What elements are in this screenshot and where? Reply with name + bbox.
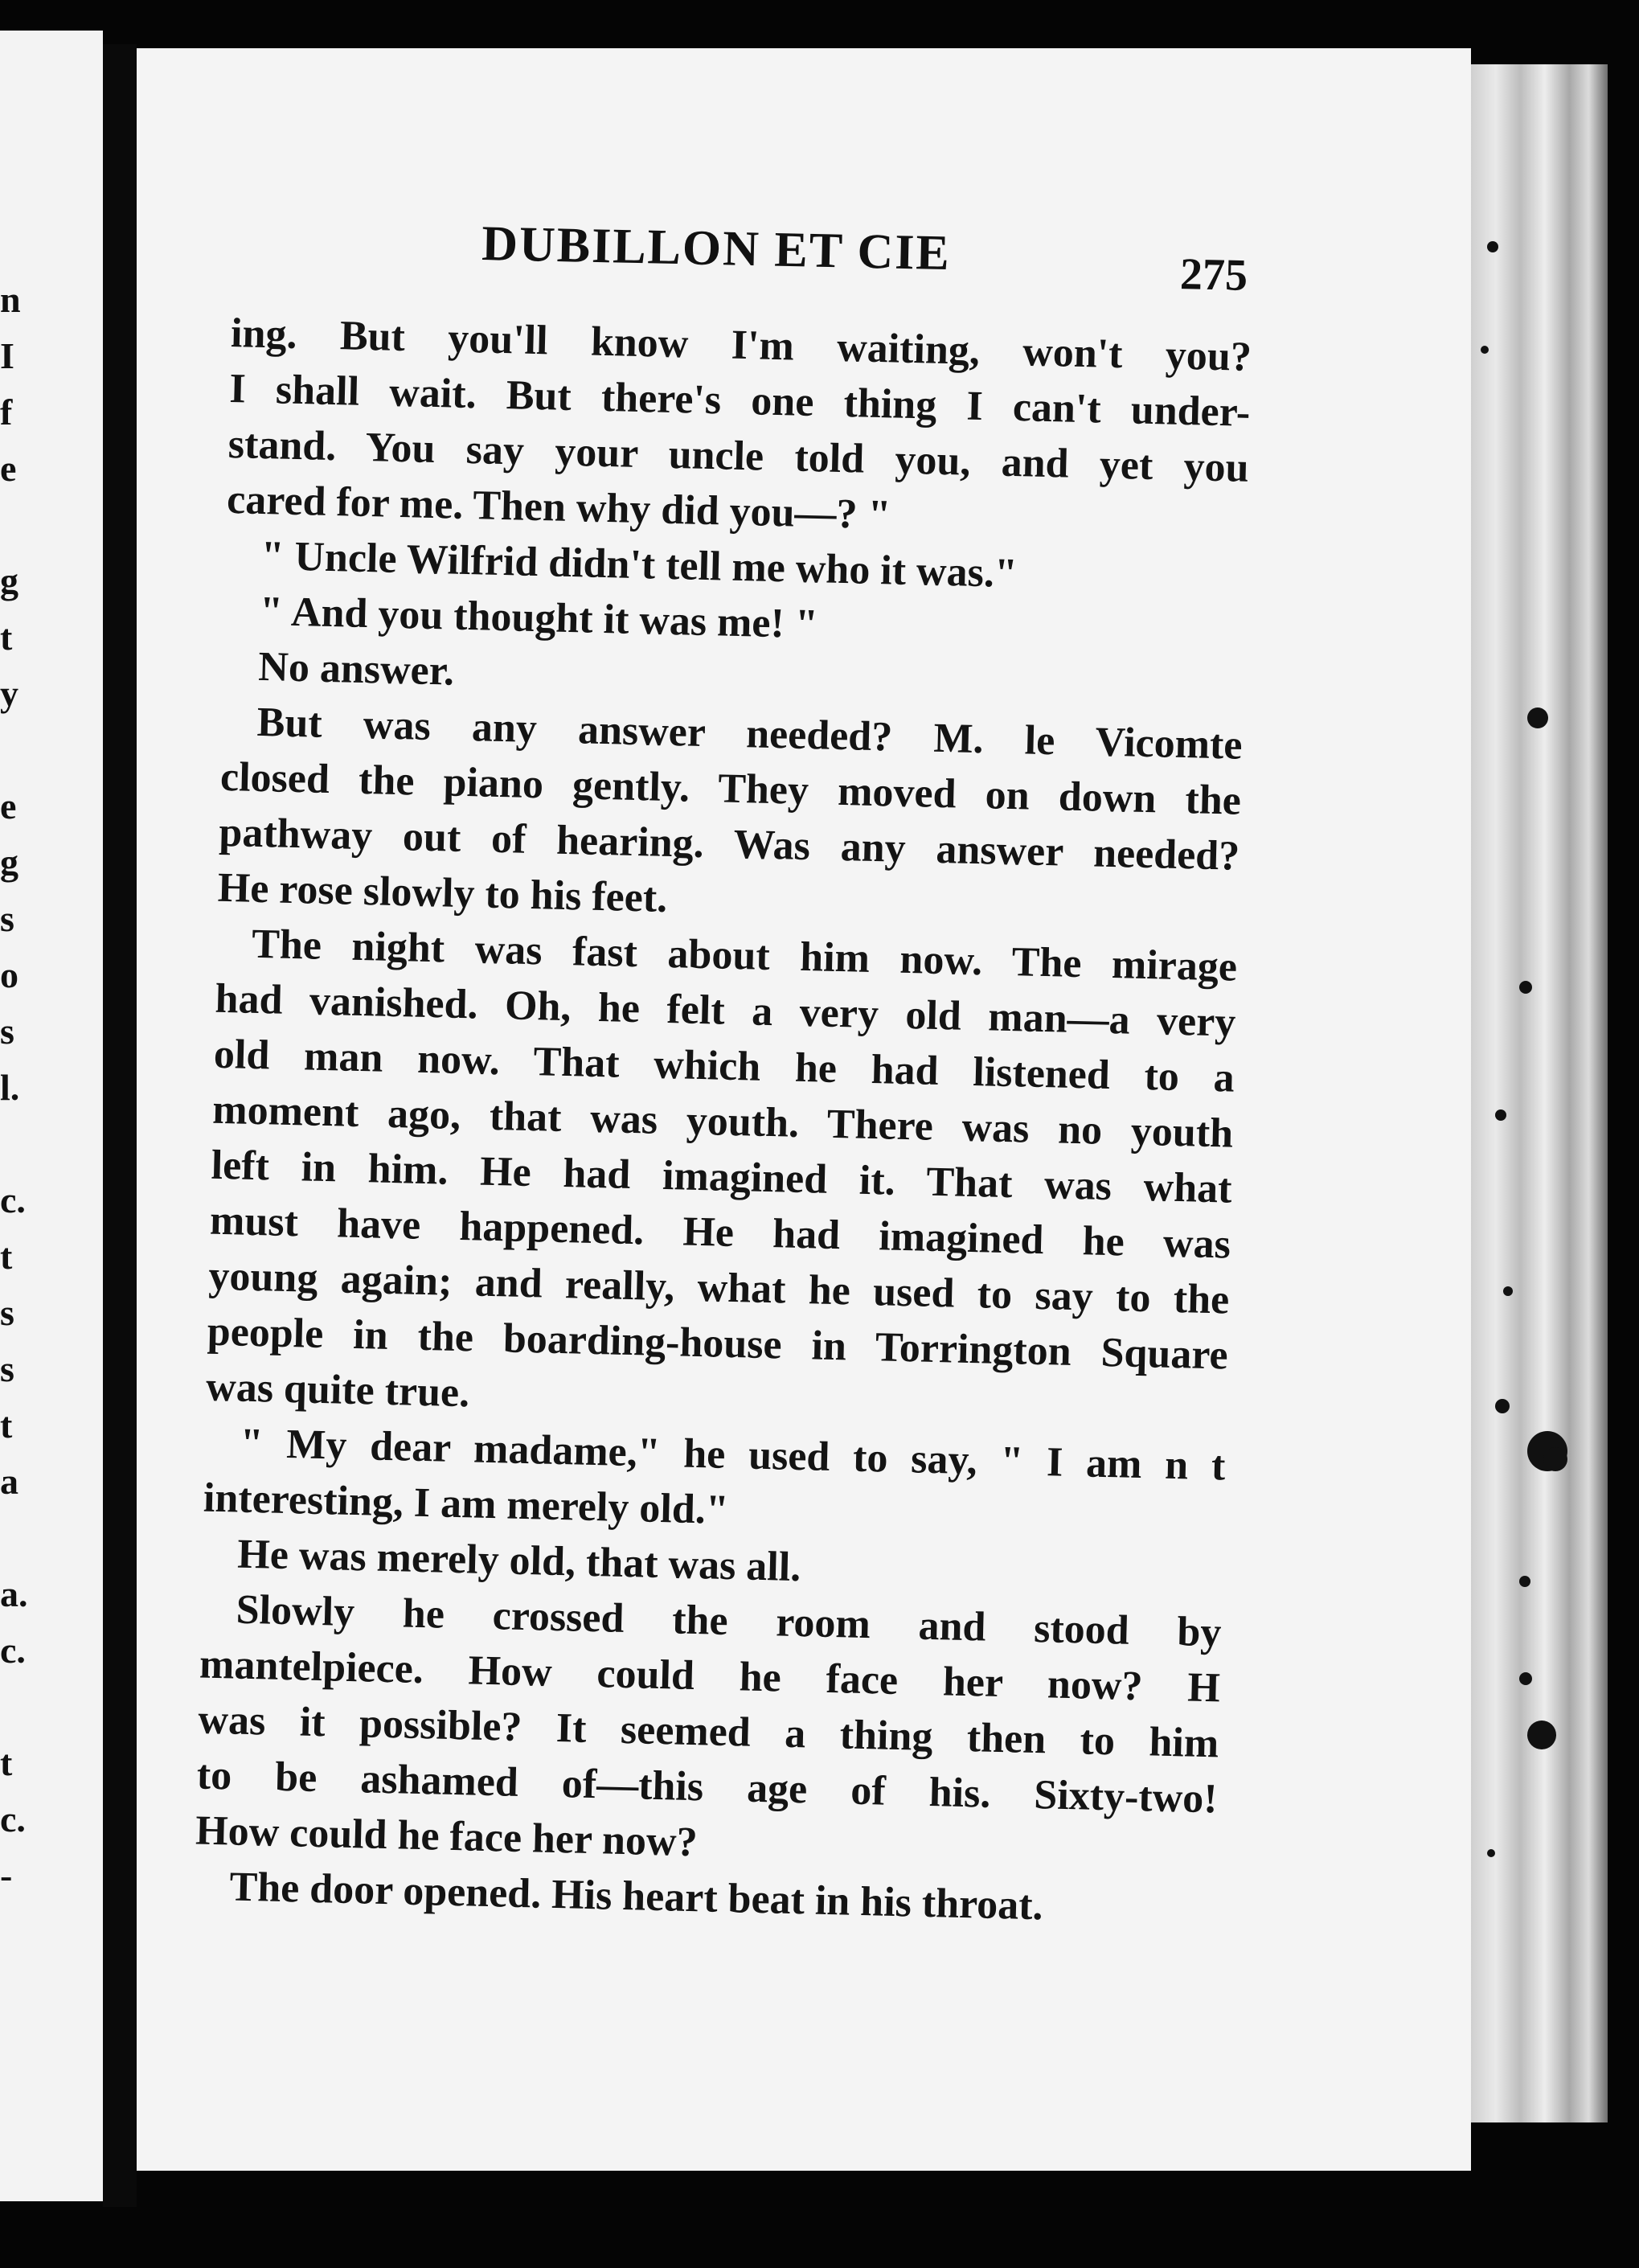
text-line: stand. You say your uncle told you, and yet you bbox=[227, 420, 1250, 491]
text-line: " And you thought it was me! " bbox=[259, 588, 819, 648]
text-line: was quite true. bbox=[205, 1364, 470, 1417]
speck bbox=[1519, 1576, 1530, 1587]
text-line: old man now. That which he had listened to a bbox=[213, 1031, 1235, 1101]
text-line: to be ashamed of—this age of his. Sixty-two! bbox=[196, 1752, 1219, 1823]
text-line: How could he face her now? bbox=[195, 1807, 699, 1866]
text-line: " My dear madame," he used to say, " I am n t bbox=[239, 1420, 1226, 1490]
text-line: But was any answer needed? M. le Vicomte bbox=[256, 699, 1244, 769]
text-line: ing. But you'll know I'm waiting, won't you? bbox=[230, 310, 1252, 380]
text-line: Slowly he crossed the room and stood by bbox=[236, 1586, 1223, 1656]
text-line: left in him. He had imagined it. That was what bbox=[211, 1142, 1233, 1212]
speck bbox=[1503, 1286, 1513, 1296]
page-number: 275 bbox=[1179, 249, 1248, 301]
left-page-fragment: a. bbox=[0, 1573, 28, 1614]
left-page-fragment: s bbox=[0, 1011, 14, 1052]
left-page-fragment: y bbox=[0, 673, 18, 714]
left-page-fragment: s bbox=[0, 898, 14, 939]
book-gutter bbox=[103, 44, 137, 2207]
left-page-fragment: g bbox=[0, 560, 18, 601]
text-line: was it possible? It seemed a thing then to him bbox=[197, 1696, 1219, 1767]
speck bbox=[1519, 981, 1532, 994]
text-line: people in the boarding-house in Torrington Square bbox=[207, 1308, 1229, 1379]
text-line: The night was fast about him now. The mirage bbox=[251, 921, 1238, 990]
left-page-fragment: s bbox=[0, 1292, 14, 1333]
speck bbox=[1519, 1672, 1532, 1685]
left-page-fragment: o bbox=[0, 954, 18, 995]
text-line: The door opened. His heart beat in his throat. bbox=[228, 1864, 1044, 1930]
text-line: pathway out of hearing. Was any answer needed? bbox=[218, 809, 1240, 880]
paragraph bbox=[217, 694, 1243, 940]
speck bbox=[1495, 1109, 1506, 1121]
text-line: cared for me. Then why did you—? " bbox=[226, 476, 892, 539]
left-page-fragment: - bbox=[0, 1855, 13, 1896]
speck bbox=[1495, 1399, 1510, 1413]
left-page-fragment: t bbox=[0, 1236, 13, 1277]
text-line: young again; and really, what he used to say to the bbox=[207, 1253, 1230, 1323]
text-line: mantelpiece. How could he face her now? H bbox=[199, 1641, 1221, 1712]
paragraph bbox=[195, 1581, 1222, 1883]
text-line: I shall wait. But there's one thing I can't under- bbox=[228, 365, 1251, 436]
left-page-fragment: s bbox=[0, 1348, 14, 1389]
left-page-fragment: e bbox=[0, 785, 17, 826]
text-line: moment ago, that was youth. There was no youth bbox=[211, 1086, 1234, 1157]
text-line: No answer. bbox=[257, 643, 455, 695]
speck bbox=[1487, 1849, 1495, 1857]
body-text bbox=[194, 306, 1252, 1938]
left-page-fragment: f bbox=[0, 392, 13, 433]
left-page-fragment: c. bbox=[0, 1798, 26, 1839]
text-line: interesting, I am merely old." bbox=[203, 1474, 730, 1533]
left-facing-page bbox=[0, 31, 103, 2201]
running-head: DUBILLON ET CIE bbox=[481, 215, 952, 281]
left-page-fragment: c. bbox=[0, 1630, 26, 1671]
left-page-fragment: n bbox=[0, 279, 21, 320]
left-page-fragment: e bbox=[0, 448, 17, 489]
left-page-fragment: I bbox=[0, 335, 14, 376]
left-page-fragment: a bbox=[0, 1461, 18, 1502]
speck bbox=[1487, 241, 1498, 252]
speck bbox=[1543, 1447, 1567, 1471]
text-line: had vanished. Oh, he felt a very old man—a very bbox=[215, 975, 1236, 1046]
left-page-fragment: t bbox=[0, 1742, 13, 1783]
paragraph bbox=[226, 306, 1252, 552]
left-page-fragment: l. bbox=[0, 1067, 20, 1108]
speck bbox=[1527, 707, 1548, 728]
text-line: He was merely old, that was all. bbox=[236, 1531, 801, 1591]
page-edge-stack bbox=[1471, 64, 1608, 2122]
speck bbox=[1481, 346, 1489, 354]
left-page-fragment: g bbox=[0, 842, 18, 883]
text-line: closed the piano gently. They moved on down the bbox=[219, 753, 1242, 824]
text-line: " Uncle Wilfrid didn't tell me who it was." bbox=[260, 532, 1018, 597]
paragraph bbox=[205, 916, 1237, 1439]
speck bbox=[1527, 1720, 1556, 1749]
left-page-fragment: t bbox=[0, 1405, 13, 1446]
text-line: He rose slowly to his feet. bbox=[217, 864, 668, 921]
left-page-fragment: t bbox=[0, 617, 13, 658]
left-page-fragment: c. bbox=[0, 1179, 26, 1220]
text-line: must have happened. He had imagined he was bbox=[209, 1197, 1231, 1268]
